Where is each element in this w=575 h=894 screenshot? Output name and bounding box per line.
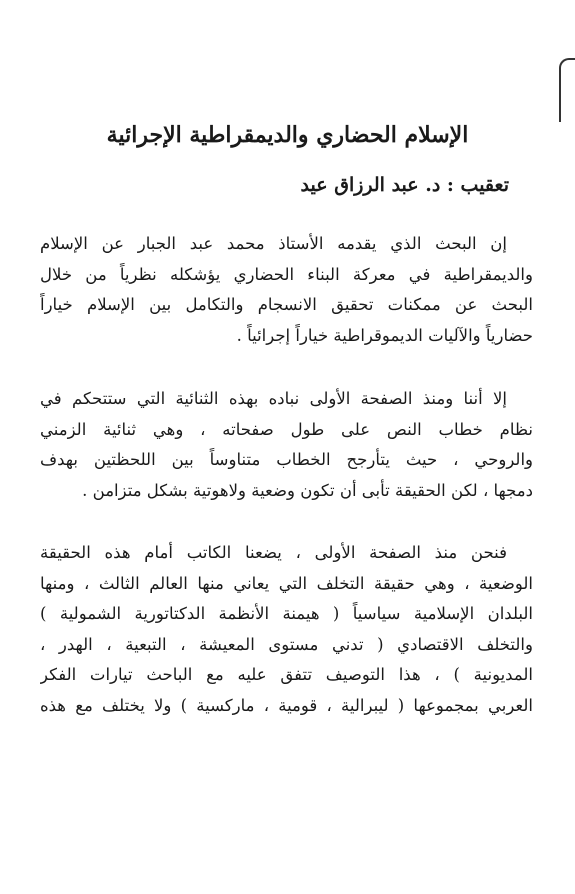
paragraph-line: إن البحث الذي يقدمه الأستاذ محمد عبد الجبار عن الإسلام (40, 234, 507, 253)
paragraph-line: والروحي ، حيث يتأرجح الخطاب متناوساً بين اللحظتين بهدف (40, 450, 533, 469)
paragraph-line: البلدان الإسلامية سياسياً ( هيمنة الأنظمة الدكتاتورية الشمولية ) (40, 604, 533, 623)
paragraph-line: دمجها ، لكن الحقيقة تأبى أن تكون وضعية ولاهوتية بشكل متزامن . (82, 480, 533, 500)
paragraph-2 (40, 384, 533, 506)
paragraph-line: العربي بمجموعها ( ليبرالية ، قومية ، ماركسية ) ولا يختلف مع هذه (40, 695, 533, 715)
paragraph-line: حضارياً والآليات الديموقراطية خياراً إجرائياً . (236, 325, 533, 345)
paragraph-1 (40, 229, 533, 351)
paragraph-line: والتخلف الاقتصادي ( تدني مستوى المعيشة ، التبعية ، الهدر ، (40, 634, 533, 654)
paragraph-line: المديونية ) ، هذا التوصيف تتفق عليه مع الباحث تيارات الفكر (40, 665, 533, 684)
paragraph-line: والديمقراطية في معركة البناء الحضاري يؤشكله نظرياً من خلال (40, 264, 533, 284)
page-edge-mark (559, 58, 575, 122)
article-byline: تعقيب : د. عبد الرزاق عيد (300, 174, 509, 196)
paragraph-line: نظام خطاب النص على طول صفحاته ، وهي ثنائية الزمني (40, 419, 533, 439)
paragraph-line: البحث عن ممكنات تحقيق الانسجام والتكامل بين الإسلام خياراً (40, 295, 533, 314)
paragraph-line: الوضعية ، وهي حقيقة التخلف التي يعاني منها العالم الثالث ، ومنها (40, 573, 533, 593)
paragraph-line: فنحن منذ الصفحة الأولى ، يضعنا الكاتب أمام هذه الحقيقة (40, 543, 507, 562)
paragraph-3 (40, 538, 533, 721)
paragraph-line: إلا أننا ومنذ الصفحة الأولى نباده بهذه الثنائية التي ستتحكم في (40, 389, 507, 408)
article-title: الإسلام الحضاري والديمقراطية الإجرائية (106, 122, 469, 148)
